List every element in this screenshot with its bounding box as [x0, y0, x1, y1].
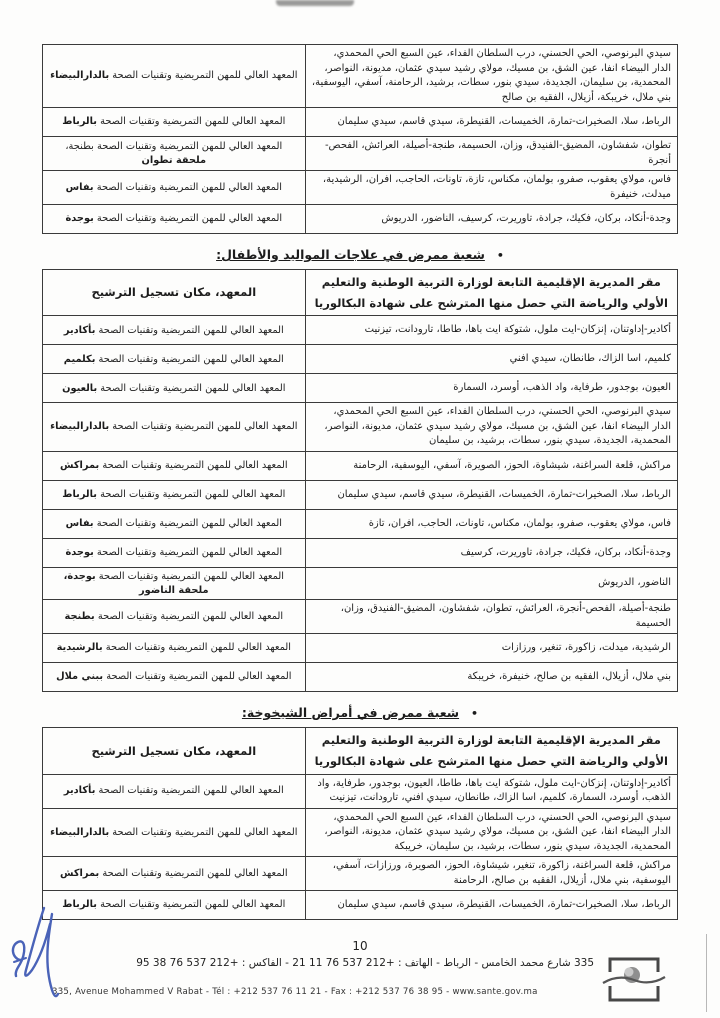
ministry-logo-icon — [602, 950, 666, 1008]
table-row — [43, 45, 678, 108]
columns-header-row — [43, 728, 678, 774]
section-heading-newborn-pediatric — [42, 247, 678, 262]
institute-city-bold: بأكادير — [63, 324, 96, 336]
provinces-cell: الرشيدية، ميدلت، زاكورة، تنغير، ورزازات — [305, 634, 677, 663]
institute-cell — [43, 205, 306, 234]
institute-name-prefix: المعهد العالي للمهن التمريضية وتقنيات الصحة — [100, 489, 286, 501]
provinces-cell: العيون، بوجدور، طرفاية، واد الذهب، أوسرد، السمارة — [305, 374, 677, 403]
institute-name-prefix: المعهد العالي للمهن التمريضية وتقنيات الصحة — [100, 382, 286, 394]
document-content — [42, 44, 678, 920]
institute-cell — [43, 509, 306, 538]
institute-name-prefix: المعهد العالي للمهن التمريضية وتقنيات الصحة — [100, 116, 286, 128]
institute-name-prefix: المعهد العالي للمهن التمريضية وتقنيات الصحة — [102, 460, 288, 472]
header-institute: المعهد، مكان تسجيل الترشيح — [43, 728, 306, 774]
table-row — [43, 509, 678, 538]
institute-cell — [43, 403, 306, 452]
institute-name-prefix: المعهد العالي للمهن التمريضية وتقنيات الصحة — [97, 610, 284, 622]
table-row — [43, 374, 678, 403]
institute-city-bold: بكلميم — [63, 353, 96, 365]
table-row — [43, 634, 678, 663]
table-row — [43, 538, 678, 567]
bullet-icon: • — [496, 249, 504, 262]
table-row — [43, 316, 678, 345]
institute-city-bold: بالرشيدية — [56, 642, 103, 654]
institute-name-prefix: المعهد العالي للمهن التمريضية وتقنيات الصحة — [112, 421, 298, 433]
provinces-cell: الرباط، سلا، الصخيرات-تمارة، الخميسات، القنيطرة، سيدي قاسم، سيدي سليمان — [305, 480, 677, 509]
continued-institutes-table — [42, 44, 678, 234]
header-directorate: مقر المديرية الإقليمية التابعة لوزارة التربية الوطنية والتعليم الأولي والرياضة التي حصل منها المترشح على شهادة البكالوريا — [305, 270, 677, 316]
institute-city-bold: بوجدة، ملحقة الناضور — [63, 570, 209, 596]
institute-name-prefix: المعهد العالي للمهن التمريضية وتقنيات الصحة — [96, 181, 282, 193]
provinces-cell: سيدي البرنوصي، الحي الحسني، درب السلطان الفداء، عين السبع الحي المحمدي، الدار البيضاء انفا، عين الشق، بن مسيك، مولاي رشيد سيدي عثمان، مديونة، النواصر، المحمدية، الجديدة، سيدي بنور، سطات، برشيد، بن سليمان — [305, 403, 677, 452]
institute-name-prefix: المعهد العالي للمهن التمريضية وتقنيات الصحة بطنجة، — [65, 140, 283, 152]
institute-name-prefix: المعهد العالي للمهن التمريضية وتقنيات الصحة — [98, 324, 284, 336]
provinces-cell: فاس، مولاي يعقوب، صفرو، بولمان، مكناس، تازة، تاونات، الحاجب، افران، الرشيدية، ميدلت، خنيفرة — [305, 171, 677, 205]
table-row — [43, 480, 678, 509]
institute-city-bold: بطنجة — [64, 610, 95, 622]
institute-cell — [43, 45, 306, 108]
table-row — [43, 205, 678, 234]
institute-cell — [43, 567, 306, 599]
institute-name-prefix: المعهد العالي للمهن التمريضية وتقنيات الصحة — [105, 642, 292, 654]
provinces-cell: أكادير-إداوتنان، إنزكان-ايت ملول، شتوكة ايت باها، طاطا، تارودانت، تيزنيت — [305, 316, 677, 345]
table-row — [43, 600, 678, 634]
provinces-cell: كلميم، اسا الزاك، طانطان، سيدي افني — [305, 345, 677, 374]
provinces-cell: سيدي البرنوصي، الحي الحسني، درب السلطان الفداء، عين السبع الحي المحمدي، الدار البيضاء انفا، عين الشق، بن مسيك، مولاي رشيد سيدي عثمان، مديونة، النواصر، المحمدية، بن سليمان، الجديدة، سيدي بنور، سطات، برشيد، الرحامنة، آسفي، اليوسفية، بني ملال، خريبكة، أزيلال، الفقيه بن صالح — [305, 45, 677, 108]
institute-city-bold: بأكادير — [63, 785, 96, 797]
provinces-cell: الناضور، الدريوش — [305, 567, 677, 599]
provinces-cell: تطوان، شفشاون، المضيق-الفنيدق، وزان، الحسيمة، طنجة-أصيلة، العرائش، الفحص-أنجرة — [305, 137, 677, 171]
institute-cell — [43, 316, 306, 345]
institute-name-prefix: المعهد العالي للمهن التمريضية وتقنيات الصحة — [102, 867, 288, 879]
institute-cell — [43, 480, 306, 509]
scan-edge-line — [706, 934, 707, 1012]
institute-cell — [43, 345, 306, 374]
institute-name-prefix: المعهد العالي للمهن التمريضية وتقنيات الصحة — [98, 785, 284, 797]
institute-city-bold: بمراكش — [59, 867, 100, 879]
institute-name-prefix: المعهد العالي للمهن التمريضية وتقنيات الصحة — [96, 547, 283, 559]
institute-name-prefix: المعهد العالي للمهن التمريضية وتقنيات الصحة — [98, 353, 284, 365]
institute-city-bold: ملحقة تطوان — [141, 154, 207, 166]
institute-cell — [43, 663, 306, 692]
provinces-cell: الرباط، سلا، الصخيرات-تمارة، الخميسات، القنيطرة، سيدي قاسم، سيدي سليمان — [305, 108, 677, 137]
institute-name-prefix: المعهد العالي للمهن التمريضية وتقنيات الصحة — [106, 671, 292, 683]
institute-city-bold: بالرباط — [62, 899, 97, 911]
page-number: 10 — [352, 939, 368, 953]
columns-header-row — [43, 270, 678, 316]
provinces-cell: وجدة-أنكاد، بركان، فكيك، جرادة، تاوريرت، كرسيف — [305, 538, 677, 567]
footer-address-arabic: 335 شارع محمد الخامس - الرباط - الهاتف : +212 537 76 11 21 - الفاكس : +212 537 76 38 95 — [136, 957, 594, 969]
header-institute: المعهد، مكان تسجيل الترشيح — [43, 270, 306, 316]
institute-cell — [43, 137, 306, 171]
institute-city-bold: بالرباط — [62, 116, 97, 128]
section-title: شعبة ممرض في علاجات المواليد والأطفال: — [216, 247, 485, 262]
institute-name-prefix: المعهد العالي للمهن التمريضية وتقنيات الصحة — [98, 570, 285, 582]
scan-artifact-smudge — [276, 0, 354, 6]
table-row — [43, 403, 678, 452]
institute-city-bold: بوجدة — [65, 213, 94, 225]
provinces-cell: طنجة-أصيلة، الفحص-أنجرة، العرائش، تطوان، شفشاون، المضيق-الفنيدق، وزان، الحسيمة — [305, 600, 677, 634]
table-row — [43, 663, 678, 692]
provinces-cell: الرباط، سلا، الصخيرات-تمارة، الخميسات، القنيطرة، سيدي قاسم، سيدي سليمان — [305, 891, 677, 920]
provinces-cell: بني ملال، أزيلال، الفقيه بن صالح، خنيفرة، خريبكة — [305, 663, 677, 692]
provinces-cell: وجدة-أنكاد، بركان، فكيك، جرادة، تاوريرت، كرسيف، الناضور، الدريوش — [305, 205, 677, 234]
table-row — [43, 774, 678, 808]
institute-city-bold: بمراكش — [59, 460, 100, 472]
institute-cell — [43, 171, 306, 205]
institute-name-prefix: المعهد العالي للمهن التمريضية وتقنيات الصحة — [96, 518, 282, 530]
newborn-pediatric-table — [42, 269, 678, 692]
institute-cell — [43, 774, 306, 808]
table-row — [43, 451, 678, 480]
provinces-cell: مراكش، قلعة السراغنة، زاكورة، تنغير، شيشاوة، الحوز، الصويرة، ورزازات، آسفي، اليوسفية، بني ملال، أزيلال، الفقيه بن صالح، الرحامنة — [305, 857, 677, 891]
institute-cell — [43, 857, 306, 891]
institute-cell — [43, 600, 306, 634]
institute-city-bold: بالعيون — [62, 382, 98, 394]
institute-city-bold: بفاس — [65, 181, 94, 193]
institute-city-bold: بفاس — [65, 518, 94, 530]
institute-name-prefix: المعهد العالي للمهن التمريضية وتقنيات الصحة — [100, 899, 286, 911]
institute-city-bold: بوجدة — [65, 547, 94, 559]
institute-city-bold: بالدارالبيضاء — [50, 70, 110, 82]
institute-name-prefix: المعهد العالي للمهن التمريضية وتقنيات الصحة — [112, 826, 298, 838]
table-row — [43, 567, 678, 599]
table-row — [43, 857, 678, 891]
provinces-cell: فاس، مولاي يعقوب، صفرو، بولمان، مكناس، تاونات، الحاجب، افران، تازة — [305, 509, 677, 538]
provinces-cell: مراكش، قلعة السراغنة، شيشاوة، الحوز، الصويرة، آسفي، اليوسفية، الرحامنة — [305, 451, 677, 480]
geriatric-table — [42, 727, 678, 920]
institute-city-bold: بالدارالبيضاء — [50, 421, 110, 433]
provinces-cell: أكادير-إداوتنان، إنزكان-ايت ملول، شتوكة ايت باها، طاطا، العيون، بوجدور، طرفاية، واد الذهب، أوسرد، السمارة، كلميم، اسا الزاك، طانطان، سيدي افني، تارودانت، تيزنيت — [305, 774, 677, 808]
table-row — [43, 891, 678, 920]
institute-cell — [43, 538, 306, 567]
table-row — [43, 137, 678, 171]
institute-cell — [43, 808, 306, 857]
table-row — [43, 345, 678, 374]
institute-cell — [43, 374, 306, 403]
institute-name-prefix: المعهد العالي للمهن التمريضية وتقنيات الصحة — [96, 213, 283, 225]
table-row — [43, 171, 678, 205]
institute-cell — [43, 634, 306, 663]
institute-city-bold: بالدارالبيضاء — [50, 826, 110, 838]
institute-city-bold: بالرباط — [62, 489, 97, 501]
institute-cell — [43, 108, 306, 137]
institute-cell — [43, 891, 306, 920]
footer-address-french: 335, Avenue Mohammed V Rabat - Tél : +212 537 76 11 21 - Fax : +212 537 76 38 95 - www.sante.gov.ma — [52, 987, 538, 997]
section-heading-geriatric — [42, 705, 678, 720]
header-directorate: مقر المديرية الإقليمية التابعة لوزارة التربية الوطنية والتعليم الأولي والرياضة التي حصل منها المترشح على شهادة البكالوريا — [305, 728, 677, 774]
institute-cell — [43, 451, 306, 480]
table-row — [43, 108, 678, 137]
handwritten-signature-icon — [6, 898, 76, 1010]
provinces-cell: سيدي البرنوصي، الحي الحسني، درب السلطان الفداء، عين السبع الحي المحمدي، الدار البيضاء انفا، عين الشق، بن مسيك، مولاي رشيد سيدي عثمان، مديونة، النواصر، المحمدية، الجديدة، سيدي بنور، سطات، برشيد، بن سليمان، خريبكة — [305, 808, 677, 857]
institute-name-prefix: المعهد العالي للمهن التمريضية وتقنيات الصحة — [112, 70, 298, 82]
institute-city-bold: ببني ملال — [56, 671, 104, 683]
bullet-icon: • — [471, 707, 479, 721]
section-title: شعبة ممرض في أمراض الشيخوخة: — [241, 705, 460, 721]
table-row — [43, 808, 678, 857]
